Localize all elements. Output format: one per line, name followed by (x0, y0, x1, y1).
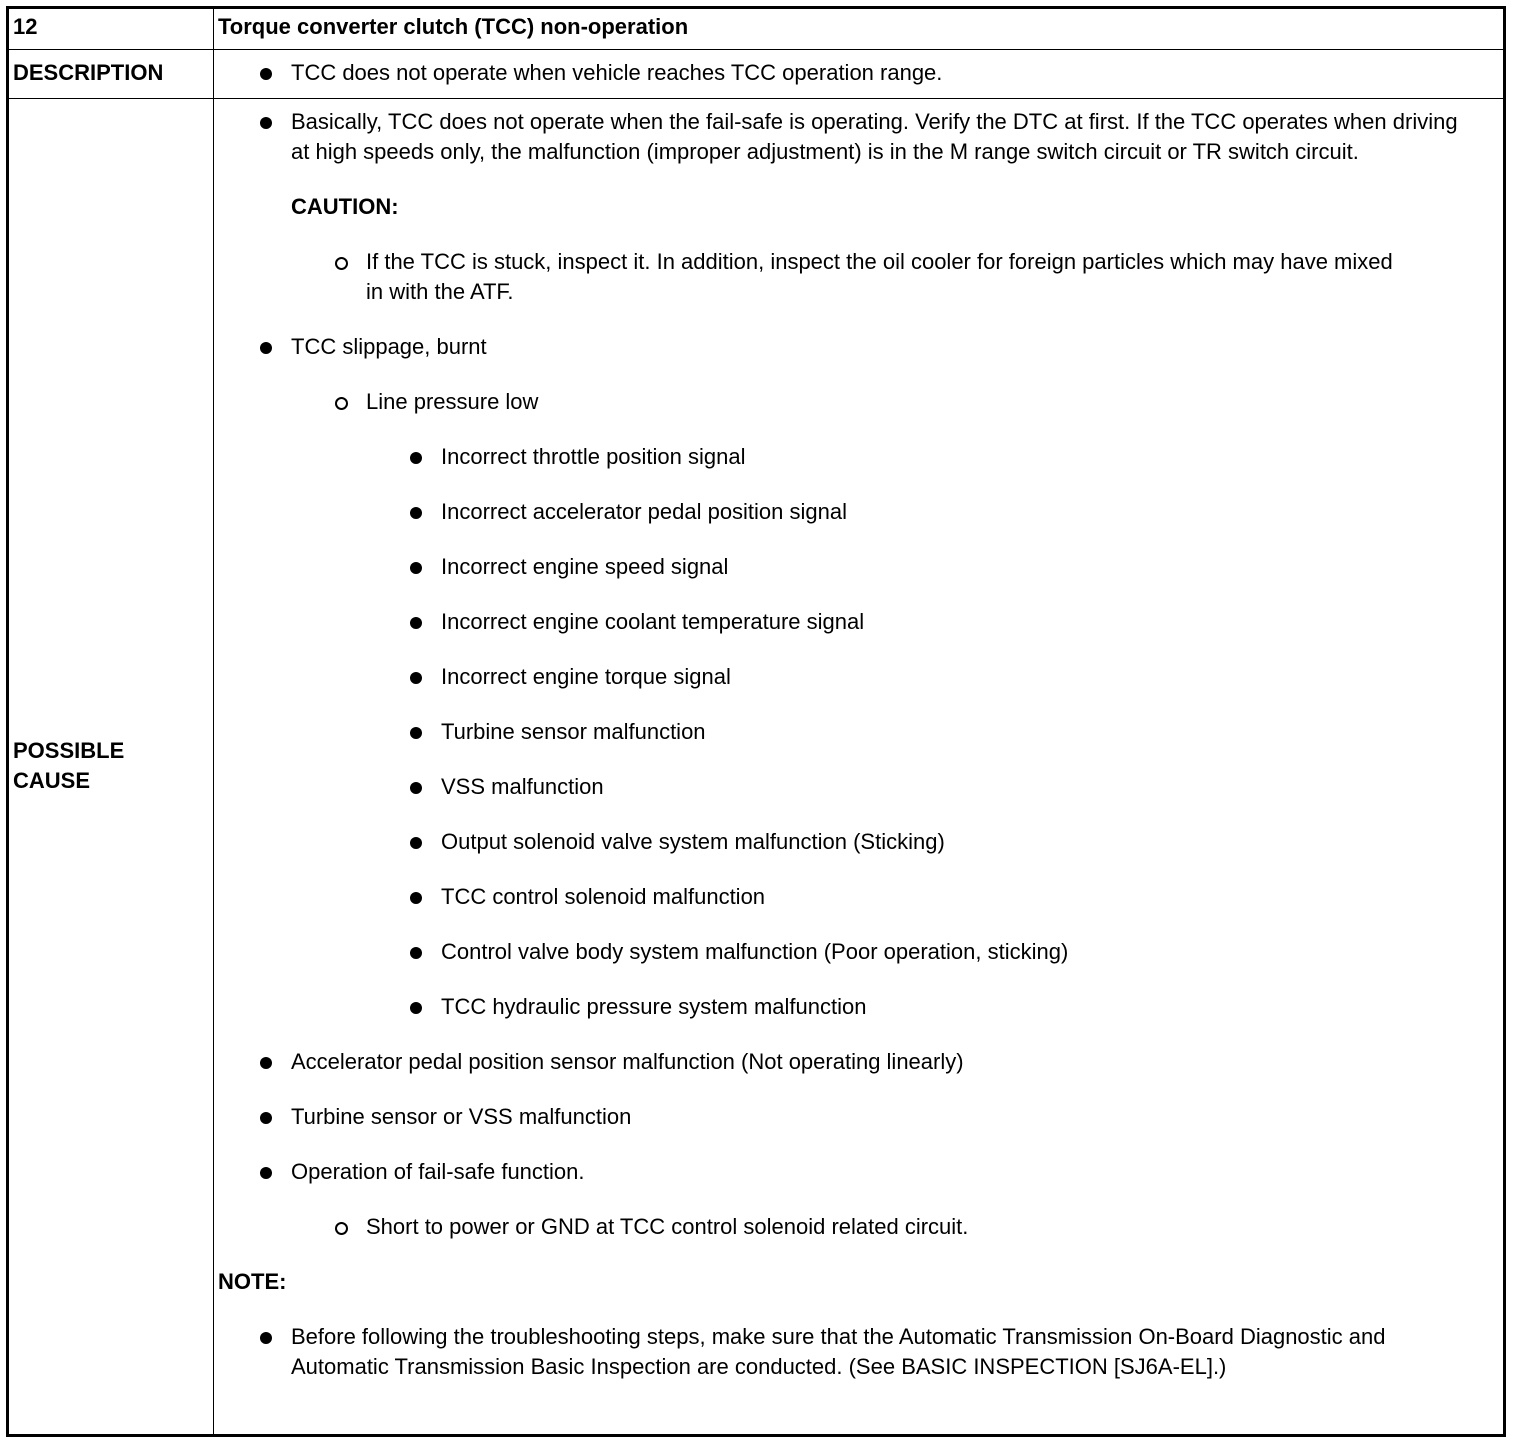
symptom-title: Torque converter clutch (TCC) non-operation (214, 9, 1504, 49)
bullet-icon (410, 947, 422, 959)
other-cause: Accelerator pedal position sensor malfunction (Not operating linearly) (291, 1047, 1503, 1077)
bullet-icon (410, 562, 422, 574)
bullet-icon (260, 1112, 272, 1124)
note-heading: NOTE: (218, 1268, 287, 1294)
line-pressure-cause: Turbine sensor malfunction (441, 717, 1503, 747)
bullet-icon (410, 892, 422, 904)
intro-item: Basically, TCC does not operate when the fail-safe is operating. Verify the DTC at first. If the TCC operates when driving at high speeds only, the malfunction (improper adjustment) is in the M range switch circuit or TR switch circuit. (291, 107, 1473, 167)
bullet-icon (410, 1002, 422, 1014)
circle-bullet-icon (335, 257, 348, 270)
bullet-icon (410, 452, 422, 464)
description-item: TCC does not operate when vehicle reaches TCC operation range. (291, 58, 1503, 88)
other-cause: Turbine sensor or VSS malfunction (291, 1102, 1503, 1132)
description-content (214, 49, 1504, 98)
line-pressure-cause: Output solenoid valve system malfunction (Sticking) (441, 827, 1503, 857)
line-pressure-cause: TCC hydraulic pressure system malfunction (441, 992, 1503, 1022)
circle-bullet-icon (335, 397, 348, 410)
bullet-icon (410, 617, 422, 629)
line-pressure-cause: Incorrect engine speed signal (441, 552, 1503, 582)
diagnostic-table (9, 9, 1503, 1434)
description-row (9, 49, 1503, 98)
other-cause: Operation of fail-safe function. (291, 1157, 1503, 1187)
line-pressure-cause: Incorrect engine torque signal (441, 662, 1503, 692)
failsafe-sub-item: Short to power or GND at TCC control solenoid related circuit. (366, 1212, 1503, 1242)
bullet-icon (410, 782, 422, 794)
possible-cause-content (214, 98, 1504, 1434)
bullet-icon (260, 1167, 272, 1179)
line-pressure-cause: Incorrect throttle position signal (441, 442, 1503, 472)
bullet-icon (410, 837, 422, 849)
caution-item: If the TCC is stuck, inspect it. In addition, inspect the oil cooler for foreign particles which may have mixed in with the ATF. (366, 247, 1403, 307)
bullet-icon (260, 342, 272, 354)
line-pressure-cause: TCC control solenoid malfunction (441, 882, 1503, 912)
caution-heading: CAUTION: (291, 193, 399, 219)
bullet-icon (260, 1332, 272, 1344)
slippage-item: TCC slippage, burnt (291, 332, 1503, 362)
step-number: 12 (9, 9, 214, 49)
line-pressure-item: Line pressure low (366, 387, 1503, 417)
diagnostic-table-frame (6, 6, 1506, 1437)
bullet-icon (410, 672, 422, 684)
bullet-icon (260, 117, 272, 129)
header-row (9, 9, 1503, 49)
bullet-icon (260, 68, 272, 80)
bullet-icon (410, 507, 422, 519)
description-label: DESCRIPTION (9, 49, 214, 98)
note-item: Before following the troubleshooting steps, make sure that the Automatic Transmission On-Board Diagnostic and Automatic Transmission Basic Inspection are conducted. (See BASIC INSPECTION [SJ6A-EL].) (291, 1322, 1403, 1382)
line-pressure-cause: Incorrect accelerator pedal position signal (441, 497, 1503, 527)
line-pressure-cause: Incorrect engine coolant temperature signal (441, 607, 1503, 637)
circle-bullet-icon (335, 1222, 348, 1235)
bullet-icon (260, 1057, 272, 1069)
line-pressure-cause: VSS malfunction (441, 772, 1503, 802)
line-pressure-cause: Control valve body system malfunction (Poor operation, sticking) (441, 937, 1503, 967)
bullet-icon (410, 727, 422, 739)
possible-cause-label: POSSIBLE CAUSE (9, 98, 214, 1434)
possible-cause-row (9, 98, 1503, 1434)
